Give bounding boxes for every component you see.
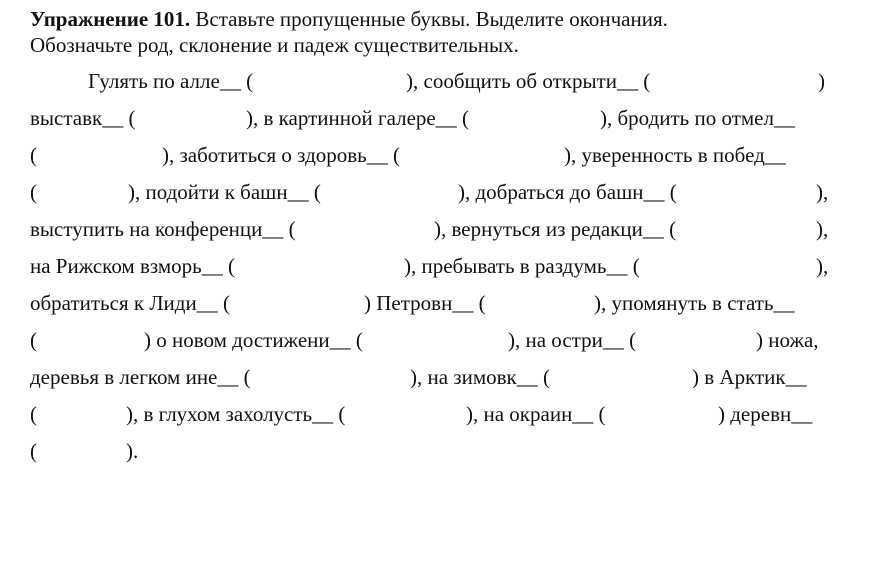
line-segment: ), на окраин__ ( — [466, 402, 606, 426]
line-segment: ( — [30, 143, 37, 167]
line-segment: ), сообщить об открыти__ ( — [406, 69, 651, 93]
exercise-line — [0, 214, 893, 244]
line-segment: ), на остри__ ( — [508, 328, 637, 352]
line-segment: ( — [30, 439, 37, 463]
line-segment: ) деревн__ — [718, 402, 813, 426]
exercise-line — [0, 140, 893, 170]
line-segment: ( — [30, 328, 37, 352]
line-segment: деревья в легком ине__ ( — [30, 365, 251, 389]
line-segment: ), упомянуть в стать__ — [594, 291, 795, 315]
line-segment: ), — [816, 180, 829, 204]
line-segment: ), в глухом захолусть__ ( — [126, 402, 346, 426]
exercise-line — [0, 436, 893, 466]
exercise-line — [0, 103, 893, 133]
line-segment: ), в картинной галере__ ( — [246, 106, 469, 130]
exercise-line — [0, 362, 893, 392]
line-segment: ) о новом достижени__ ( — [144, 328, 363, 352]
exercise-heading — [30, 6, 870, 58]
exercise-instruction: Вставьте пропущенные буквы. Выделите окончания. — [195, 7, 668, 31]
heading-line-1 — [30, 6, 870, 32]
line-segment: выступить на конференци__ ( — [30, 217, 296, 241]
exercise-line — [0, 325, 893, 355]
line-segment: ), пребывать в раздумь__ ( — [404, 254, 640, 278]
line-segment: ), заботиться о здоровь__ ( — [162, 143, 401, 167]
exercise-line — [0, 399, 893, 429]
line-segment: ), — [816, 254, 829, 278]
line-segment: ), на зимовк__ ( — [410, 365, 550, 389]
line-segment: ), вернуться из редакци__ ( — [434, 217, 677, 241]
line-segment: ), уверенность в побед__ — [564, 143, 786, 167]
exercise-line — [0, 251, 893, 281]
heading-line-2: Обозначьте род, склонение и падеж существительных. — [30, 33, 519, 57]
line-segment: ). — [126, 439, 139, 463]
exercise-line — [0, 288, 893, 318]
line-segment: обратиться к Лиди__ ( — [30, 291, 230, 315]
line-segment: ) в Арктик__ — [692, 365, 807, 389]
line-segment: Гулять по алле__ ( — [88, 69, 254, 93]
line-segment: выставк__ ( — [30, 106, 136, 130]
line-segment: ) Петровн__ ( — [364, 291, 486, 315]
line-segment: ( — [30, 180, 37, 204]
line-segment: на Рижском взморь__ ( — [30, 254, 235, 278]
line-segment: ), добраться до башн__ ( — [458, 180, 677, 204]
line-segment: ( — [30, 402, 37, 426]
line-segment: ), бродить по отмел__ — [600, 106, 795, 130]
line-segment: ), подойти к башн__ ( — [128, 180, 321, 204]
line-segment: ), — [816, 217, 829, 241]
exercise-line — [0, 66, 893, 96]
line-segment: ) — [818, 69, 825, 93]
line-segment: ) ножа, — [756, 328, 819, 352]
exercise-line — [0, 177, 893, 207]
exercise-title: Упражнение 101. — [30, 7, 191, 31]
